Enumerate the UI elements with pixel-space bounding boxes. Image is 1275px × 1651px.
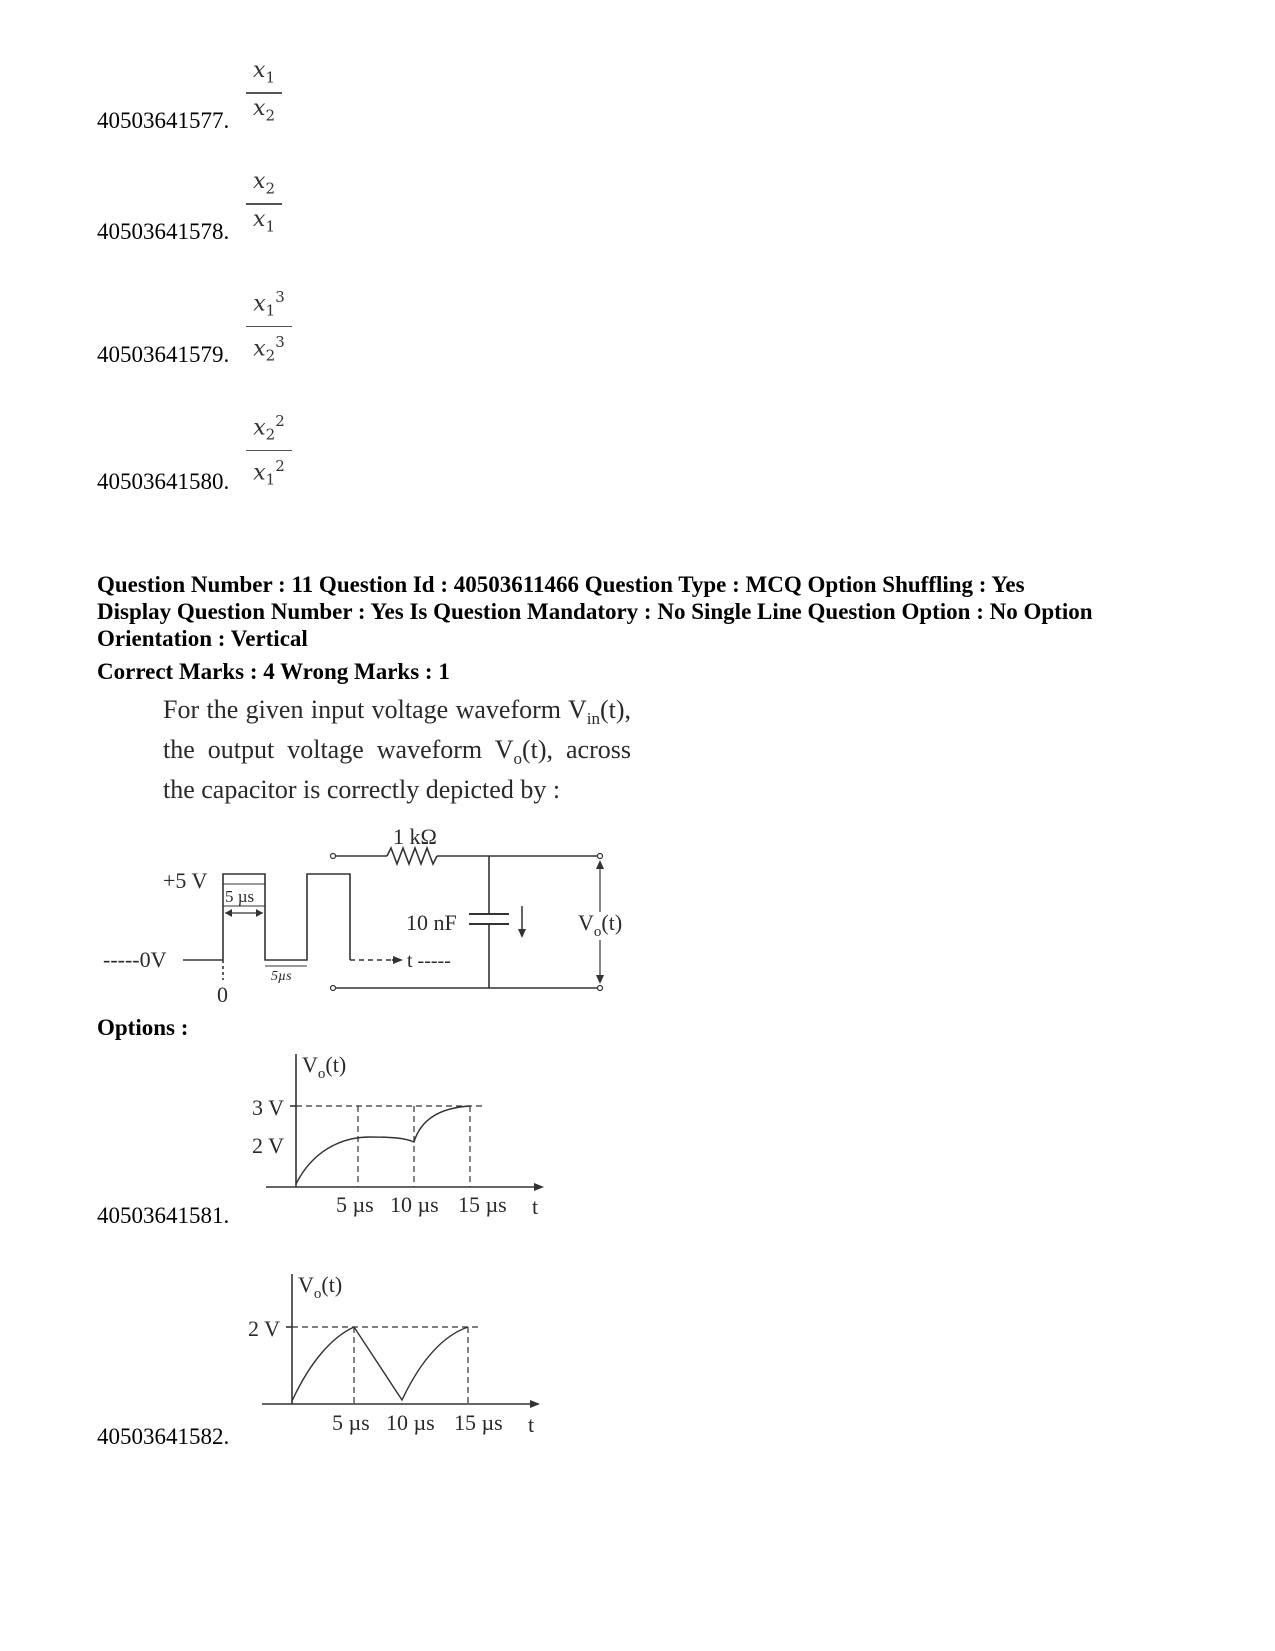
- x-tick-label: 5 µs: [336, 1192, 374, 1217]
- width-label: 5 µs: [225, 887, 255, 906]
- denominator: $x_2^3$: [253, 333, 285, 365]
- denominator: $x_2$: [253, 95, 275, 125]
- question-text: For the given input voltage waveform $V_{in}(t)$, the output voltage waveform $V_o(t)$, across the capacitor is correctly depicted by :: [163, 695, 631, 805]
- fraction-bar: [246, 92, 282, 94]
- fraction-bar: [246, 326, 292, 328]
- y-tick-label: 2 V: [252, 1133, 284, 1158]
- option-id: 40503641578.: [97, 219, 230, 244]
- x-tick-label: 10 µs: [386, 1410, 435, 1435]
- fraction-bar: [246, 450, 292, 452]
- numerator: $x_2$: [253, 169, 275, 198]
- fraction: [246, 169, 282, 239]
- zero-v-label: -----0V: [103, 947, 167, 972]
- vo-curve: [296, 1106, 470, 1184]
- circuit-diagram: [95, 818, 640, 1008]
- fraction-bar: [246, 203, 282, 205]
- numerator: $x_2^2$: [253, 412, 285, 444]
- arrowhead: [596, 975, 604, 984]
- option-id: 40503641581.: [97, 1203, 230, 1228]
- numerator: $x_1^3$: [253, 288, 285, 320]
- origin-label: 0: [217, 982, 228, 1007]
- x-axis-label: t: [532, 1194, 539, 1219]
- y-axis-label: $V_o(t)$: [298, 1272, 343, 1302]
- x-tick-label: 15 µs: [454, 1410, 503, 1435]
- vo-label: $V_o(t)$: [578, 910, 623, 940]
- x-arrowhead: [534, 1183, 544, 1191]
- arrowhead: [518, 929, 526, 938]
- capacitor-label: 10 nF: [406, 910, 457, 935]
- x-tick-label: 15 µs: [458, 1192, 507, 1217]
- numerator: $x_1$: [253, 58, 275, 87]
- x-tick-label: 5 µs: [332, 1410, 370, 1435]
- options-label: Options :: [97, 1015, 189, 1040]
- arrowhead: [596, 860, 604, 869]
- question-marks: Correct Marks : 4 Wrong Marks : 1: [97, 659, 450, 684]
- fraction: [246, 284, 292, 369]
- y-tick-label: 3 V: [252, 1095, 284, 1120]
- arrowhead: [256, 909, 263, 917]
- vo-curve: [292, 1327, 468, 1401]
- option-id: 40503641577.: [97, 108, 230, 133]
- option-id: 40503641579.: [97, 342, 230, 367]
- option-graph: [236, 1262, 556, 1447]
- question-meta: [97, 571, 1197, 652]
- plus5v-label: +5 V: [163, 868, 208, 893]
- option-id: 40503641582.: [97, 1424, 230, 1449]
- x-tick-label: 10 µs: [390, 1192, 439, 1217]
- question-meta-line: Display Question Number : Yes Is Question Mandatory : No Single Line Question Option : No Option: [97, 599, 1093, 624]
- fraction: [246, 408, 292, 493]
- resistor-symbol: [387, 848, 437, 864]
- terminal: [331, 854, 336, 859]
- fraction: [246, 58, 282, 128]
- terminal: [598, 854, 603, 859]
- question-meta-line: Orientation : Vertical: [97, 626, 308, 651]
- terminal: [598, 986, 603, 991]
- option-graph: [240, 1042, 560, 1227]
- x-axis-label: t: [528, 1412, 535, 1437]
- y-axis-label: $V_o(t)$: [302, 1052, 347, 1082]
- gap-label: 5µs: [271, 969, 292, 984]
- x-arrowhead: [530, 1400, 540, 1408]
- t-arrowhead: [393, 956, 403, 964]
- resistor-label: 1 kΩ: [393, 824, 437, 849]
- y-tick-label: 2 V: [248, 1316, 280, 1341]
- terminal: [331, 986, 336, 991]
- option-id: 40503641580.: [97, 469, 230, 494]
- denominator: $x_1$: [253, 206, 275, 236]
- arrowhead: [225, 909, 232, 917]
- denominator: $x_1^2$: [253, 457, 285, 489]
- question-meta-line: Question Number : 11 Question Id : 40503611466 Question Type : MCQ Option Shuffling : Yes: [97, 572, 1025, 597]
- t-label: t -----: [407, 950, 451, 972]
